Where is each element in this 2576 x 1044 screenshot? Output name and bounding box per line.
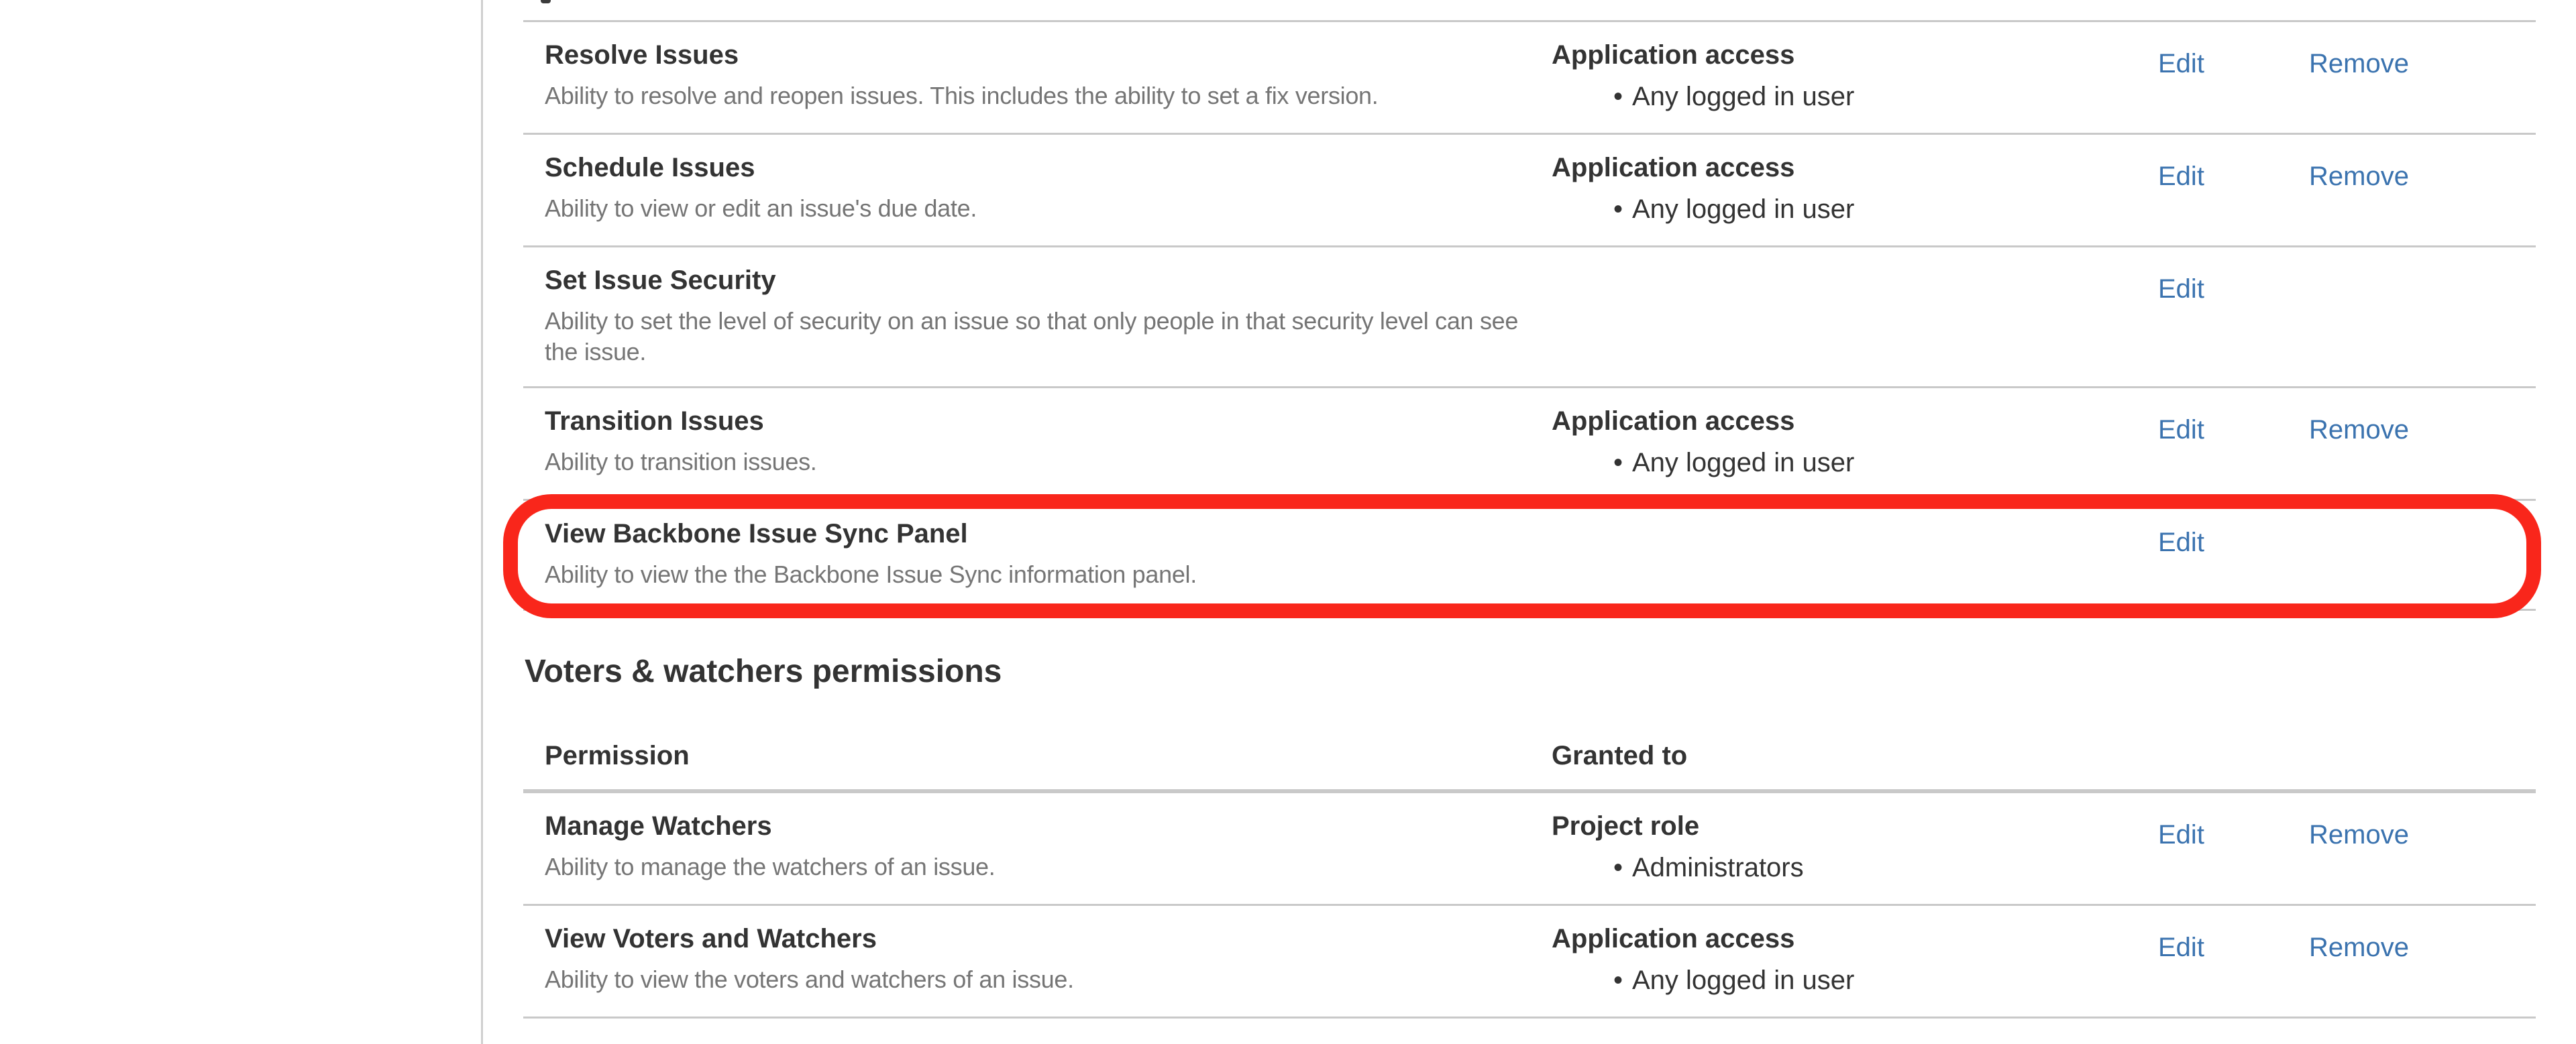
granted-to-list <box>1552 79 2158 114</box>
permission-title: Resolve Issues <box>545 40 739 70</box>
granted-to-label: Application access <box>1552 40 1795 70</box>
table-row <box>523 22 2536 133</box>
permission-description: Ability to view the voters and watchers of an issue. <box>545 966 1074 993</box>
granted-to-cell <box>1546 501 2158 609</box>
edit-cell <box>2158 135 2309 245</box>
remove-link[interactable]: Remove <box>2309 820 2409 850</box>
permissions-table <box>523 20 2536 611</box>
edit-link[interactable]: Edit <box>2158 820 2204 850</box>
granted-to-list <box>1552 963 2158 998</box>
remove-cell <box>2309 22 2536 133</box>
remove-link[interactable]: Remove <box>2309 162 2409 191</box>
edit-cell <box>2158 793 2309 904</box>
remove-link[interactable]: Remove <box>2309 49 2409 78</box>
cut-off-content-remnant <box>541 0 551 3</box>
granted-to-cell <box>1546 135 2158 245</box>
granted-to-cell <box>1546 388 2158 499</box>
header-spacer <box>2309 709 2536 789</box>
permission-title: View Voters and Watchers <box>545 924 877 953</box>
remove-cell <box>2309 247 2536 386</box>
edit-link[interactable]: Edit <box>2158 49 2204 78</box>
table-row <box>523 133 2536 245</box>
permissions-main <box>523 20 2536 1019</box>
edit-cell <box>2158 388 2309 499</box>
permission-description: Ability to transition issues. <box>545 448 817 475</box>
header-spacer <box>2158 709 2309 789</box>
permission-description: Ability to manage the watchers of an issue. <box>545 853 996 880</box>
table-header-row <box>523 709 2536 791</box>
permission-cell <box>523 135 1546 245</box>
section-heading: Voters & watchers permissions <box>525 654 1002 689</box>
granted-to-cell <box>1546 793 2158 904</box>
content-left-divider <box>481 0 483 1044</box>
column-header-permission: Permission <box>545 741 690 770</box>
table-row <box>523 245 2536 386</box>
edit-link[interactable]: Edit <box>2158 162 2204 191</box>
granted-to-list <box>1552 850 2158 885</box>
edit-link[interactable]: Edit <box>2158 933 2204 962</box>
remove-cell <box>2309 501 2536 609</box>
remove-cell <box>2309 906 2536 1017</box>
permission-description: Ability to view the the Backbone Issue Sync information panel. <box>545 561 1197 588</box>
permission-cell <box>523 501 1546 609</box>
edit-cell <box>2158 247 2309 386</box>
permission-cell <box>523 793 1546 904</box>
permission-cell <box>523 247 1546 386</box>
permission-description: Ability to view or edit an issue's due date. <box>545 194 977 222</box>
remove-link[interactable]: Remove <box>2309 415 2409 445</box>
permission-title: Set Issue Security <box>545 266 776 295</box>
permission-title: Schedule Issues <box>545 153 755 182</box>
permission-description: Ability to set the level of security on an issue so that only people in that security level can see the issue. <box>545 307 1519 365</box>
edit-cell <box>2158 501 2309 609</box>
granted-to-cell <box>1546 22 2158 133</box>
remove-cell <box>2309 388 2536 499</box>
granted-to-label: Application access <box>1552 153 1795 182</box>
permission-description: Ability to resolve and reopen issues. This includes the ability to set a fix version. <box>545 82 1379 109</box>
edit-link[interactable]: Edit <box>2158 528 2204 557</box>
granted-to-label: Project role <box>1552 811 1700 841</box>
edit-cell <box>2158 22 2309 133</box>
permission-title: Transition Issues <box>545 406 764 436</box>
granted-item: • Any logged in user <box>1552 963 2158 998</box>
permission-title: View Backbone Issue Sync Panel <box>545 519 968 548</box>
granted-to-label: Application access <box>1552 924 1795 953</box>
permissions-table <box>523 709 2536 1019</box>
granted-to-cell <box>1546 906 2158 1017</box>
granted-item: • Administrators <box>1552 850 2158 885</box>
permission-cell <box>523 906 1546 1017</box>
table-row <box>523 904 2536 1019</box>
permission-cell <box>523 388 1546 499</box>
column-header-granted-to: Granted to <box>1552 741 1688 770</box>
granted-to-list <box>1552 445 2158 480</box>
granted-item: • Any logged in user <box>1552 79 2158 114</box>
edit-cell <box>2158 906 2309 1017</box>
edit-link[interactable]: Edit <box>2158 274 2204 304</box>
granted-item: • Any logged in user <box>1552 192 2158 227</box>
edit-link[interactable]: Edit <box>2158 415 2204 445</box>
permission-title: Manage Watchers <box>545 811 772 841</box>
granted-to-cell <box>1546 247 2158 386</box>
permission-cell <box>523 22 1546 133</box>
granted-to-label: Application access <box>1552 406 1795 436</box>
remove-cell <box>2309 135 2536 245</box>
remove-cell <box>2309 793 2536 904</box>
table-row <box>523 791 2536 904</box>
granted-item: • Any logged in user <box>1552 445 2158 480</box>
remove-link[interactable]: Remove <box>2309 933 2409 962</box>
granted-to-list <box>1552 192 2158 227</box>
table-row <box>523 499 2536 611</box>
table-row <box>523 386 2536 499</box>
